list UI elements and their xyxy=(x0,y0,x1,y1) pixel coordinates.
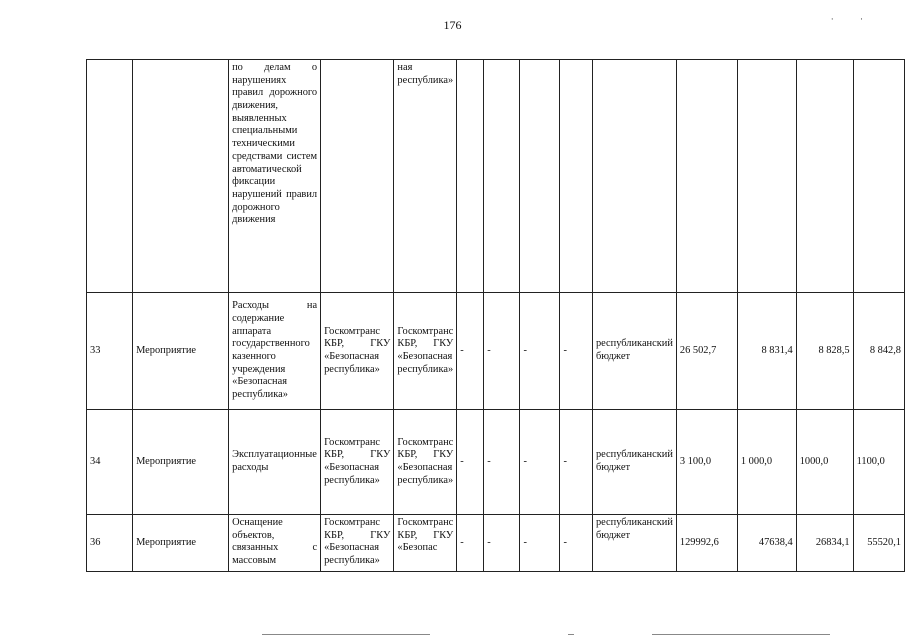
row-number: 34 xyxy=(87,410,133,515)
row-cell-8: - xyxy=(520,410,560,515)
row-participants: ная республика» xyxy=(394,60,457,293)
row-cell-8: - xyxy=(520,293,560,410)
row-total: 129992,6 xyxy=(676,515,737,572)
row-cell-7 xyxy=(484,60,520,293)
table-row xyxy=(87,60,905,293)
row-year-2: 26834,1 xyxy=(796,515,853,572)
row-responsible: Госкомтранс КБР, ГКУ «Безопасная республика» xyxy=(321,515,394,572)
row-total xyxy=(676,60,737,293)
row-cell-9: - xyxy=(560,293,593,410)
row-responsible: Госкомтранс КБР, ГКУ «Безопасная республика» xyxy=(321,293,394,410)
row-year-3 xyxy=(853,60,904,293)
row-year-1: 8 831,4 xyxy=(737,293,796,410)
scan-specks: · · xyxy=(830,14,875,24)
row-participants: Госкомтранс КБР, ГКУ «Безопасная республика» xyxy=(394,410,457,515)
row-description: по делам о нарушениях правил дорожного движения, выявленных специальными техническими средствами систем автоматической фиксации нарушений правил дорожного движения xyxy=(229,60,321,293)
row-total: 26 502,7 xyxy=(676,293,737,410)
row-responsible: Госкомтранс КБР, ГКУ «Безопасная республика» xyxy=(321,410,394,515)
row-cell-9: - xyxy=(560,410,593,515)
row-type: Мероприятие xyxy=(133,293,229,410)
row-type: Мероприятие xyxy=(133,410,229,515)
program-activities-table xyxy=(86,59,905,572)
table-row xyxy=(87,515,905,572)
row-year-2 xyxy=(796,60,853,293)
row-source xyxy=(592,60,676,293)
row-cell-6 xyxy=(457,60,484,293)
row-type: Мероприятие xyxy=(133,515,229,572)
row-cell-8 xyxy=(520,60,560,293)
row-description: Эксплуатационные расходы xyxy=(229,410,321,515)
row-participants: Госкомтранс КБР, ГКУ «Безопас xyxy=(394,515,457,572)
row-cell-8: - xyxy=(520,515,560,572)
row-source: республиканский бюджет xyxy=(592,515,676,572)
row-year-1 xyxy=(737,60,796,293)
row-year-2: 8 828,5 xyxy=(796,293,853,410)
row-year-3: 8 842,8 xyxy=(853,293,904,410)
row-type xyxy=(133,60,229,293)
row-number: 33 xyxy=(87,293,133,410)
row-year-3: 1100,0 xyxy=(853,410,904,515)
row-description: Оснащение объектов, связанных с массовым xyxy=(229,515,321,572)
row-year-1: 1 000,0 xyxy=(737,410,796,515)
row-source: республиканский бюджет xyxy=(592,293,676,410)
row-year-1: 47638,4 xyxy=(737,515,796,572)
row-number xyxy=(87,60,133,293)
table-row xyxy=(87,293,905,410)
row-source: республиканский бюджет xyxy=(592,410,676,515)
row-number: 36 xyxy=(87,515,133,572)
page-number: 176 xyxy=(443,18,462,32)
row-responsible xyxy=(321,60,394,293)
row-participants: Госкомтранс КБР, ГКУ «Безопасная республика» xyxy=(394,293,457,410)
row-total: 3 100,0 xyxy=(676,410,737,515)
row-year-3: 55520,1 xyxy=(853,515,904,572)
row-year-2: 1000,0 xyxy=(796,410,853,515)
row-cell-7: - xyxy=(484,515,520,572)
scan-bottom-lines xyxy=(0,634,905,638)
row-cell-6: - xyxy=(457,515,484,572)
row-cell-7: - xyxy=(484,293,520,410)
table-row xyxy=(87,410,905,515)
row-cell-7: - xyxy=(484,410,520,515)
row-cell-9 xyxy=(560,60,593,293)
row-cell-9: - xyxy=(560,515,593,572)
row-cell-6: - xyxy=(457,293,484,410)
row-cell-6: - xyxy=(457,410,484,515)
row-description: Расходы на содержание аппарата государственного казенного учреждения «Безопасная республика» xyxy=(229,293,321,410)
